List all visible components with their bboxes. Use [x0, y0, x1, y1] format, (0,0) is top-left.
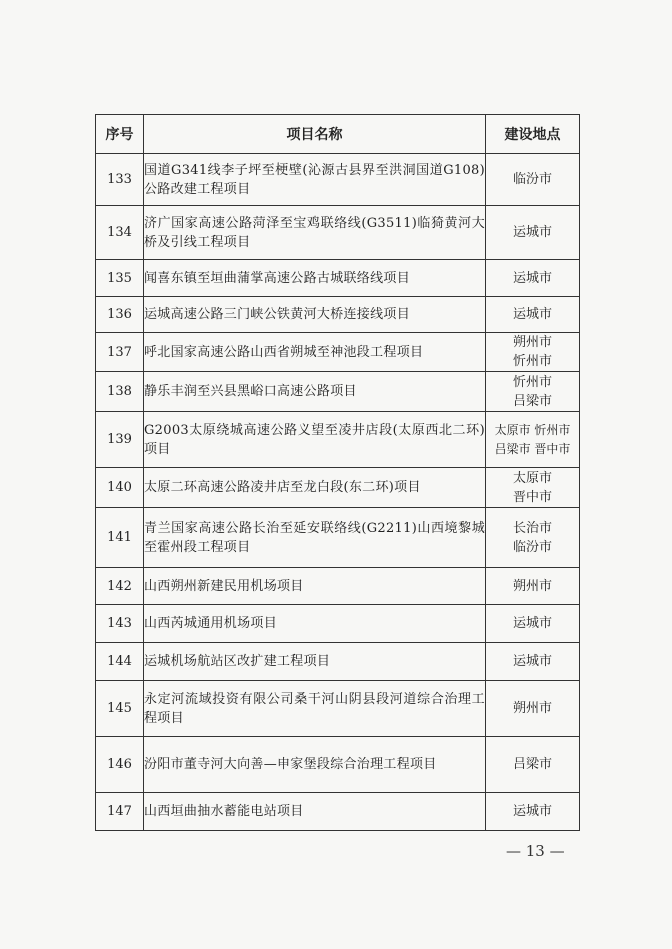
row-location: [486, 643, 580, 681]
row-project-name: 闻喜东镇至垣曲蒲掌高速公路古城联络线项目: [144, 260, 486, 297]
row-location: [486, 372, 580, 412]
row-location: [486, 605, 580, 643]
row-project-name: 永定河流域投资有限公司桑干河山阴县段河道综合治理工程项目: [144, 681, 486, 737]
row-num: 135: [96, 260, 144, 297]
table-row: [96, 333, 580, 372]
table-row: [96, 412, 580, 468]
row-location: [486, 681, 580, 737]
row-project-name: 静乐丰润至兴县黑峪口高速公路项目: [144, 372, 486, 412]
page-number: — 13 —: [506, 842, 565, 860]
row-location: [486, 568, 580, 605]
row-project-name: G2003太原绕城高速公路义望至凌井店段(太原西北二环)项目: [144, 412, 486, 468]
location-line: 运城市: [512, 804, 552, 819]
location-line: 运城市: [512, 307, 552, 322]
row-location: [486, 260, 580, 297]
location-line: 长治市: [512, 520, 552, 536]
table-row: [96, 297, 580, 333]
row-location: [486, 793, 580, 831]
location-line: 临汾市: [512, 172, 552, 187]
row-project-name: 国道G341线李子坪至梗壁(沁源古县界至洪洞国道G108)公路改建工程项目: [144, 154, 486, 206]
row-project-name: 太原二环高速公路凌井店至龙白段(东二环)项目: [144, 468, 486, 508]
location-line: 吕梁市: [512, 393, 552, 409]
row-location: [486, 297, 580, 333]
project-table: [95, 114, 580, 831]
row-project-name: 运城机场航站区改扩建工程项目: [144, 643, 486, 681]
row-project-name: 山西朔州新建民用机场项目: [144, 568, 486, 605]
location-line: 太原市: [512, 470, 552, 486]
row-project-name: 山西垣曲抽水蓄能电站项目: [144, 793, 486, 831]
row-num: 134: [96, 206, 144, 260]
table-row: [96, 643, 580, 681]
header-location: 建设地点: [486, 115, 580, 154]
row-location: [486, 468, 580, 508]
location-line: 朔州市: [512, 701, 552, 716]
table-row: [96, 260, 580, 297]
row-project-name: 汾阳市董寺河大向善—申家堡段综合治理工程项目: [144, 737, 486, 793]
location-line: 运城市: [512, 225, 552, 240]
row-location: [486, 206, 580, 260]
table-row: [96, 605, 580, 643]
row-num: 147: [96, 793, 144, 831]
location-line: 忻州市: [512, 374, 552, 390]
row-project-name: 运城高速公路三门峡公铁黄河大桥连接线项目: [144, 297, 486, 333]
row-num: 143: [96, 605, 144, 643]
row-num: 145: [96, 681, 144, 737]
row-num: 133: [96, 154, 144, 206]
row-location: [486, 154, 580, 206]
location-line: 运城市: [512, 270, 552, 286]
row-project-name: 青兰国家高速公路长治至延安联络线(G2211)山西境黎城至霍州段工程项目: [144, 508, 486, 568]
row-project-name: 济广国家高速公路菏泽至宝鸡联络线(G3511)临猗黄河大桥及引线工程项目: [144, 206, 486, 260]
table-row: [96, 737, 580, 793]
location-line: 忻州市: [512, 354, 552, 369]
row-num: 146: [96, 737, 144, 793]
table-row: [96, 206, 580, 260]
location-line: 运城市: [512, 616, 552, 631]
table-row: [96, 568, 580, 605]
row-project-name: 山西芮城通用机场项目: [144, 605, 486, 643]
row-location: [486, 737, 580, 793]
row-num: 144: [96, 643, 144, 681]
row-num: 136: [96, 297, 144, 333]
row-num: 137: [96, 333, 144, 372]
row-num: 141: [96, 508, 144, 568]
location-line: 吕梁市 晋中市: [494, 441, 571, 456]
row-location: [486, 412, 580, 468]
location-line: 晋中市: [512, 489, 552, 505]
row-num: 140: [96, 468, 144, 508]
location-line: 朔州市: [512, 335, 552, 350]
row-num: 138: [96, 372, 144, 412]
header-name: 项目名称: [144, 115, 486, 154]
header-num: 序号: [96, 115, 144, 154]
table-row: [96, 508, 580, 568]
table-row: [96, 154, 580, 206]
row-location: [486, 333, 580, 372]
row-project-name: 呼北国家高速公路山西省朔城至神池段工程项目: [144, 333, 486, 372]
table-row: [96, 681, 580, 737]
location-line: 运城市: [512, 654, 552, 669]
table-row: [96, 793, 580, 831]
location-line: 吕梁市: [512, 757, 552, 772]
row-location: [486, 508, 580, 568]
table-row: [96, 468, 580, 508]
row-num: 142: [96, 568, 144, 605]
table-row: [96, 372, 580, 412]
location-line: 太原市 忻州市: [494, 422, 571, 437]
table-header-row: [96, 115, 580, 154]
location-line: 朔州市: [512, 578, 552, 594]
location-line: 临汾市: [512, 539, 552, 555]
row-num: 139: [96, 412, 144, 468]
